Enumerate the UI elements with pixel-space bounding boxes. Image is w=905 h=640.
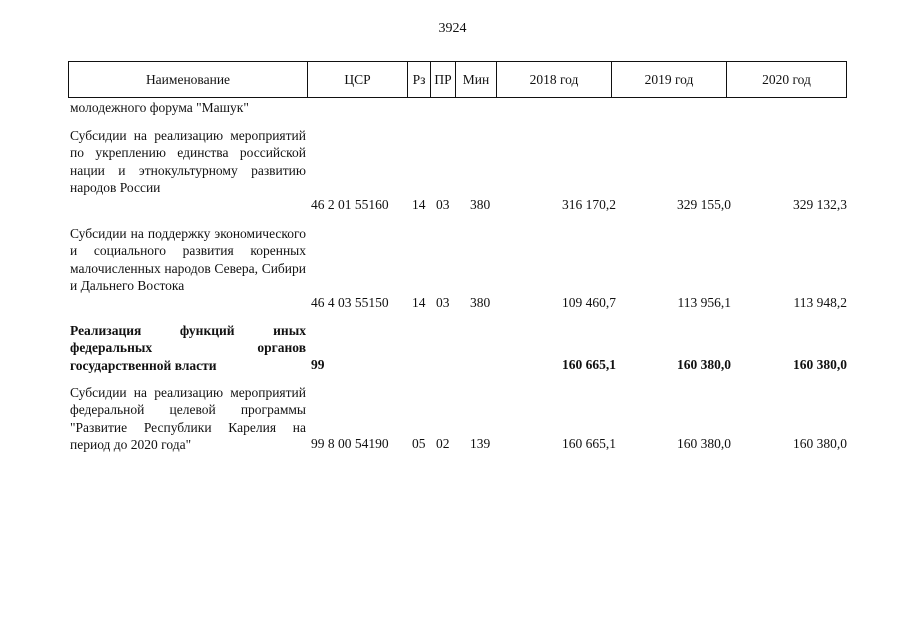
row-2018: 109 460,7: [562, 295, 616, 310]
row-name: молодежного форума "Машук": [70, 100, 249, 115]
row-min: 139: [470, 436, 491, 451]
row-rz: 05: [412, 436, 426, 451]
row-2019: 113 956,1: [677, 295, 731, 310]
row-2018: 316 170,2: [562, 197, 616, 212]
row-csr: 46 2 01 55160: [311, 197, 389, 212]
row-csr: 46 4 03 55150: [311, 295, 389, 310]
header-rz: Рз: [412, 72, 426, 87]
header-min: Мин: [462, 72, 490, 87]
header-name: Наименование: [145, 72, 231, 87]
header-2019: 2019 год: [644, 72, 694, 87]
row-2018: 160 665,1: [562, 357, 616, 372]
table-row: [0, 384, 905, 456]
header-2020: 2020 год: [762, 72, 811, 87]
row-rz: 14: [412, 197, 426, 212]
table-header: [68, 61, 847, 98]
row-2018: 160 665,1: [562, 436, 616, 451]
row-rz: 14: [412, 295, 426, 310]
header-pr: ПР: [434, 72, 452, 87]
table-row: [0, 127, 905, 217]
row-csr: 99: [311, 357, 325, 372]
row-min: 380: [470, 197, 491, 212]
row-name: Субсидии на реализацию мероприятий федеральной целевой программы "Развитие Республики Карелия на период до 2020 года": [70, 385, 306, 452]
header-2018: 2018 год: [529, 72, 579, 87]
table-row: [0, 225, 905, 315]
row-2020: 113 948,2: [793, 295, 847, 310]
row-2019: 160 380,0: [677, 357, 731, 372]
row-pr: 02: [436, 436, 450, 451]
row-2020: 160 380,0: [793, 436, 847, 451]
row-pr: 03: [436, 295, 450, 310]
header-csr: ЦСР: [344, 72, 371, 87]
row-csr: 99 8 00 54190: [311, 436, 389, 451]
page-number: 3924: [438, 21, 467, 36]
row-min: 380: [470, 295, 491, 310]
row-2020: 160 380,0: [793, 357, 847, 372]
row-name: Субсидии на реализацию мероприятий по укреплению единства российской нации и этнокультурному развитию народов России: [70, 128, 306, 195]
table-row-section: [0, 322, 905, 377]
row-2020: 329 132,3: [793, 197, 847, 212]
row-name: Реализация функций иных федеральных органов государственной власти: [70, 323, 306, 373]
row-name: Субсидии на поддержку экономического и социального развития коренных малочисленных народов Севера, Сибири и Дальнего Востока: [70, 226, 306, 293]
row-2019: 160 380,0: [677, 436, 731, 451]
row-2019: 329 155,0: [677, 197, 731, 212]
row-pr: 03: [436, 197, 450, 212]
